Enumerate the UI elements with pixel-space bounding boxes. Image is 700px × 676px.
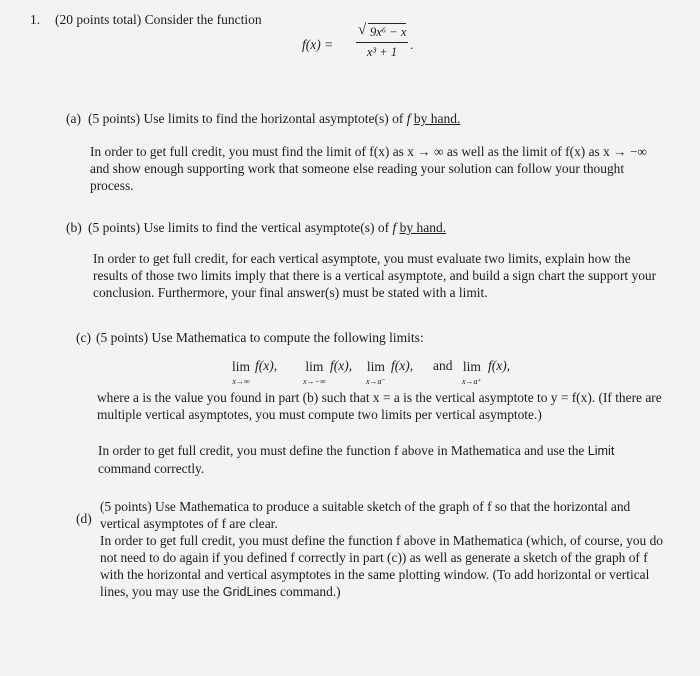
problem-number: 1. <box>30 12 41 27</box>
function-period: . <box>410 37 414 52</box>
function-fraction <box>356 22 408 60</box>
sqrt-symbol: √ <box>358 22 367 38</box>
part-a-heading: (5 points) Use limits to find the horizontal asymptote(s) of f by hand. <box>88 111 461 126</box>
part-c-body-1: where a is the value you found in part (b) such that x = a is the vertical asymptote to y = f(x). (If there are multiple vertical asymptotes, you must compute two limits per vertical asymptote.) <box>97 390 662 422</box>
part-b-label: (b) <box>66 220 82 235</box>
limit-2-expr: f(x), <box>330 358 353 373</box>
limit-4-expr: f(x), <box>488 358 511 373</box>
limit-1-expr: f(x), <box>255 358 278 373</box>
part-c-heading: (5 points) Use Mathematica to compute the following limits: <box>96 330 424 345</box>
part-b-heading: (5 points) Use limits to find the vertical asymptote(s) of f by hand. <box>88 220 447 235</box>
limit-3: lim x→a⁻ <box>366 359 386 386</box>
part-c-body-2: In order to get full credit, you must define the function f above in Mathematica and use the Limit command correctly. <box>98 443 615 476</box>
part-d-heading: (5 points) Use Mathematica to produce a suitable sketch of the graph of f so that the horizontal and vertical asymptotes of f are clear. <box>100 499 631 531</box>
limit-1: lim x→∞ <box>232 359 251 386</box>
fraction-denominator: x³ + 1 <box>366 45 398 59</box>
part-c-label: (c) <box>76 330 91 345</box>
fraction-bar <box>356 42 408 43</box>
limit-4: lim x→a⁺ <box>462 359 482 386</box>
fraction-numerator <box>356 22 408 40</box>
problem-intro: (20 points total) Consider the function <box>55 12 262 27</box>
and-word: and <box>433 358 453 373</box>
numerator-text: 9x⁶ − x <box>370 25 407 39</box>
part-d-label: (d) <box>76 511 92 526</box>
function-label: f(x) = <box>302 37 334 52</box>
part-a-label: (a) <box>66 111 81 126</box>
part-a-body: In order to get full credit, you must find the limit of f(x) as x → ∞ as well as the limit of f(x) as x → −∞ and show enough supporting work that someone else reading your solution can follow your thought process. <box>90 144 647 193</box>
limit-2: lim x→−∞ <box>303 359 326 386</box>
part-b-body: In order to get full credit, for each vertical asymptote, you must evaluate two limits, explain how the results of those two limits imply that there is a vertical asymptote, and build a sign chart the support your conclusion. Furthermore, your final answer(s) must be stated with a limit. <box>93 251 657 300</box>
limit-3-expr: f(x), <box>391 358 414 373</box>
part-d-body: In order to get full credit, you must define the function f above in Mathematica (which, of course, you do not need to do again if you defined f correctly in part (c)) as well as generate a sketch of the graph of f with the horizontal and vertical asymptotes in the same plotting window. (To add horizontal or vertical lines, you may use the GridLines command.) <box>100 533 663 599</box>
